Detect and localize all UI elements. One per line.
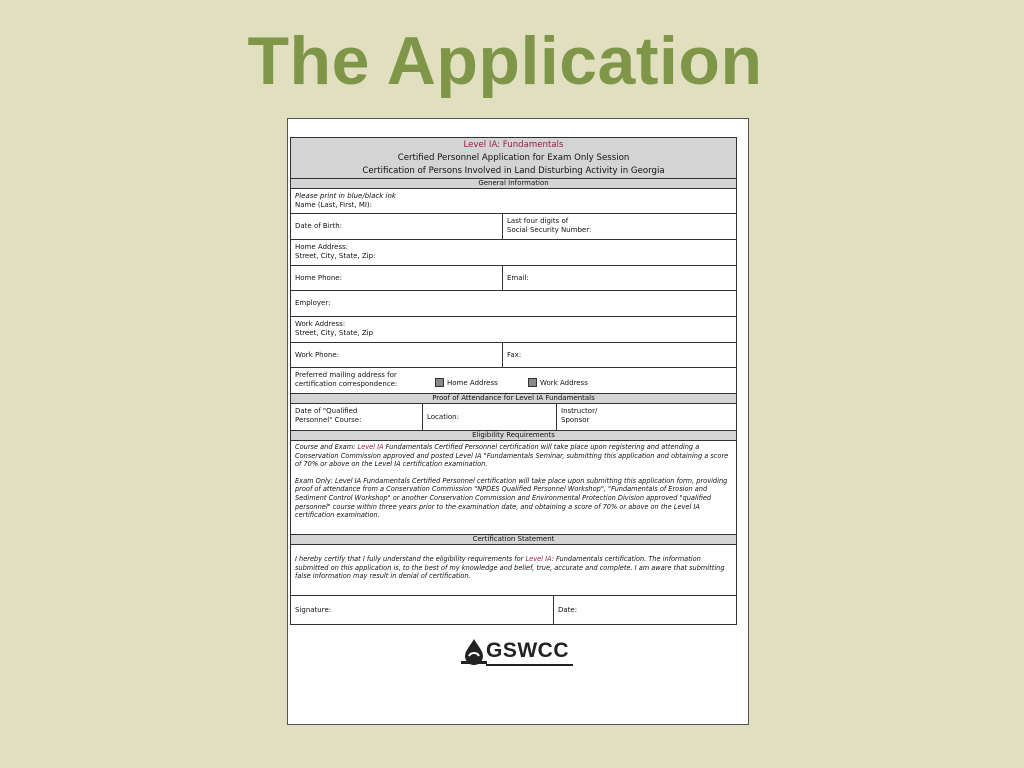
application-form-image	[287, 118, 749, 725]
work-address-field: Work Address: Street, City, State, Zip	[295, 320, 374, 337]
eligibility-text	[291, 441, 736, 535]
employer-field: Employer:	[295, 299, 331, 307]
home-phone-row	[291, 266, 736, 291]
date-field: Date:	[553, 596, 736, 624]
fax-field: Fax:	[502, 343, 736, 367]
general-info-band: General Information	[291, 179, 736, 189]
certification-text	[291, 545, 736, 596]
home-address-field: Home Address: Street, City, State, Zip:	[295, 243, 376, 260]
work-address-option: Work Address	[528, 379, 588, 387]
attendance-band: Proof of Attendance for Level IA Fundamentals	[291, 394, 736, 404]
home-address-row	[291, 240, 736, 266]
drop-logo-icon	[460, 637, 488, 665]
name-field: Name (Last, First, MI):	[295, 201, 373, 209]
certification-statement: I hereby certify that I fully understand the eligibility requirements for Level IA: Fundamentals certification. The information submitted on this application is, to the best of my knowledge and belief, true, accurate and complete. I am aware that submitting false information may result in denial of certification.	[295, 555, 725, 581]
form-header	[291, 138, 736, 179]
gswcc-logo	[460, 637, 569, 665]
mailing-options	[431, 368, 736, 393]
location-field: Location:	[422, 404, 556, 430]
home-phone-field: Home Phone:	[295, 274, 342, 282]
ink-note: Please print in blue/black ink	[295, 192, 396, 200]
checkbox-icon	[528, 378, 537, 387]
course-date-field: Date of "Qualified Personnel" Course:	[295, 407, 362, 424]
work-address-row	[291, 317, 736, 343]
form-header-subtitle: Certification of Persons Involved in Land Disturbing Activity in Georgia	[362, 166, 665, 176]
form-header-title: Certified Personnel Application for Exam Only Session	[397, 153, 630, 163]
dob-row	[291, 214, 736, 240]
certification-band: Certification Statement	[291, 535, 736, 545]
instructor-field: Instructor/ Sponsor	[556, 404, 736, 430]
eligibility-band: Eligibility Requirements	[291, 431, 736, 441]
work-phone-field: Work Phone:	[295, 351, 339, 359]
checkbox-icon	[435, 378, 444, 387]
application-form	[290, 137, 737, 625]
home-address-option: Home Address	[435, 379, 498, 387]
mailing-preference-label: Preferred mailing address for certification correspondence:	[295, 371, 398, 388]
dob-field: Date of Birth:	[295, 222, 343, 230]
exam-only-paragraph: Exam Only: Level IA Fundamentals Certified Personnel certification will take place upon submitting this application form, providing proof of attendance from a Conservation Commission "NPDES Qualified Personnel Workshop", "Fundamentals of Erosion and Sediment Control Workshop" or another Conservation Commission and Environmental Protection Division approved "qualified personnel" course within three years prior to the examination date, and obtaining a score of 70% or above on the Level IA certification examination.	[295, 476, 728, 520]
attendance-row	[291, 404, 736, 431]
course-and-exam-paragraph: Course and Exam: Level IA Fundamentals Certified Personnel certification will take place upon registering and attending a Conservation Commission approved and posted Level IA "Fundamentals Seminar, submitting this application and obtaining a score of 70% or above on the Level IA certification examination.	[295, 443, 729, 469]
signature-field: Signature:	[295, 606, 332, 614]
mailing-preference-row	[291, 368, 736, 394]
ssn-field: Last four digits of Social Security Number:	[502, 214, 736, 239]
gswcc-logo-text: GSWCC	[486, 639, 569, 662]
form-header-level: Level IA: Fundamentals	[463, 140, 564, 150]
email-field: Email:	[502, 266, 736, 290]
signature-row	[291, 596, 736, 624]
employer-row	[291, 291, 736, 317]
name-row	[291, 189, 736, 214]
work-phone-row	[291, 343, 736, 368]
slide-title: The Application	[247, 23, 763, 99]
